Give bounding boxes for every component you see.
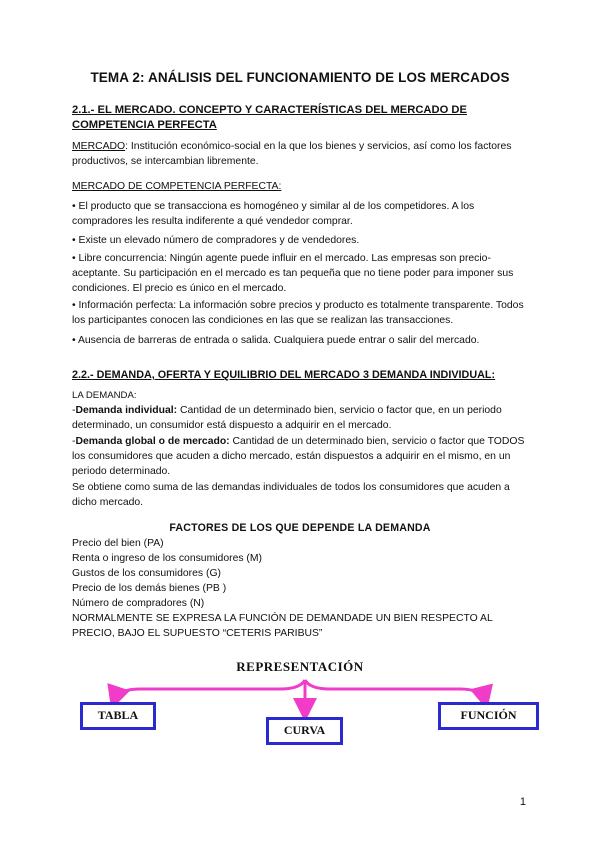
curva-box: CURVA (266, 717, 343, 745)
factor-item: Renta o ingreso de los consumidores (M) (72, 553, 263, 564)
section-1-heading-line2: COMPETENCIA PERFECTA (72, 119, 217, 131)
arrow-to-tabla (114, 680, 305, 701)
demanda-global-term: Demanda global o de mercado: (75, 436, 230, 447)
tabla-box: TABLA (80, 702, 156, 730)
mercado-term: MERCADO (72, 141, 126, 152)
bullet-item: • Libre concurrencia: Ningún agente puede influir en el mercado. Las empresas son precio-aceptante. Su participación en el mercado es tan pequeña que no tiene poder para imponer sus condiciones. El precio es único en el mercado. (72, 253, 514, 294)
factor-item: Gustos de los consumidores (G) (72, 568, 221, 579)
bullet-item: • Ausencia de barreras de entrada o salida. Cualquiera puede entrar o salir del mercado. (72, 335, 480, 346)
page-title: TEMA 2: ANÁLISIS DEL FUNCIONAMIENTO DE LOS MERCADOS (90, 70, 510, 85)
section-1-heading (72, 103, 512, 133)
la-demanda-label: LA DEMANDA: (72, 390, 137, 401)
mcp-label: MERCADO DE COMPETENCIA PERFECTA: (72, 181, 282, 192)
factors-note-line2: PRECIO, BAJO EL SUPUESTO “CETERIS PARIBUS” (72, 628, 323, 639)
bullet-item: • Información perfecta: La información sobre precios y producto es totalmente transparente. Todos los participantes conocen las condiciones en las que se realizan las transacciones. (72, 300, 524, 326)
arrow-to-funcion (305, 680, 485, 701)
demanda-global-definition: -Demanda global o de mercado: Cantidad de un determinado bien, servicio o factor que TODOS los consumidores que acuden a dicho mercado, están dispuestos a adquirir en el mismo, en un periodo determinado. (72, 436, 525, 477)
mercado-def-text: : Institución económico-social en la que los bienes y servicios, así como los factores productivos, se intercambian libremente. (72, 141, 512, 167)
section-1-heading-line1: 2.1.- EL MERCADO. CONCEPTO Y CARACTERÍSTICAS DEL MERCADO DE (72, 104, 467, 116)
bullet-item: • El producto que se transacciona es homogéneo y similar al de los competidores. A los compradores les resulta indiferente a qué vendedor comprar. (72, 201, 475, 227)
sum-note: Se obtiene como suma de las demandas individuales de todos los consumidores que acuden a dicho mercado. (72, 482, 510, 508)
demanda-individual-term: Demanda individual: (75, 405, 178, 416)
demanda-global-def: Cantidad de un determinado bien, servicio o factor que TODOS los consumidores que acuden a dicho mercado, están dispuestos a adquirir en el mismo, en un periodo determinado. (72, 436, 525, 477)
section-2-heading: 2.2.- DEMANDA, OFERTA Y EQUILIBRIO DEL MERCADO 3 DEMANDA INDIVIDUAL: (72, 369, 496, 381)
demanda-individual-definition: -Demanda individual: Cantidad de un determinado bien, servicio o factor que, en un periodo determinado, un consumidor está dispuesto a adquirir en el mercado. (72, 405, 502, 431)
factors-heading: FACTORES DE LOS QUE DEPENDE LA DEMANDA (169, 522, 431, 534)
funcion-box: FUNCIÓN (438, 702, 539, 730)
factor-item: Precio del bien (PA) (72, 538, 164, 549)
demanda-individual-def: Cantidad de un determinado bien, servicio o factor que, en un periodo determinado, un consumidor está dispuesto a adquirir en el mercado. (72, 405, 502, 431)
representacion-title: REPRESENTACIÓN (236, 659, 364, 674)
mercado-definition (72, 139, 530, 169)
factor-item: Número de compradores (N) (72, 598, 205, 609)
factor-item: Precio de los demás bienes (PB ) (72, 583, 227, 594)
page-number: 1 (519, 796, 526, 808)
factors-note-line1: NORMALMENTE SE EXPRESA LA FUNCIÓN DE DEMANDADE UN BIEN RESPECTO AL (72, 613, 493, 624)
bullet-item: • Existe un elevado número de compradores y de vendedores. (72, 235, 360, 246)
